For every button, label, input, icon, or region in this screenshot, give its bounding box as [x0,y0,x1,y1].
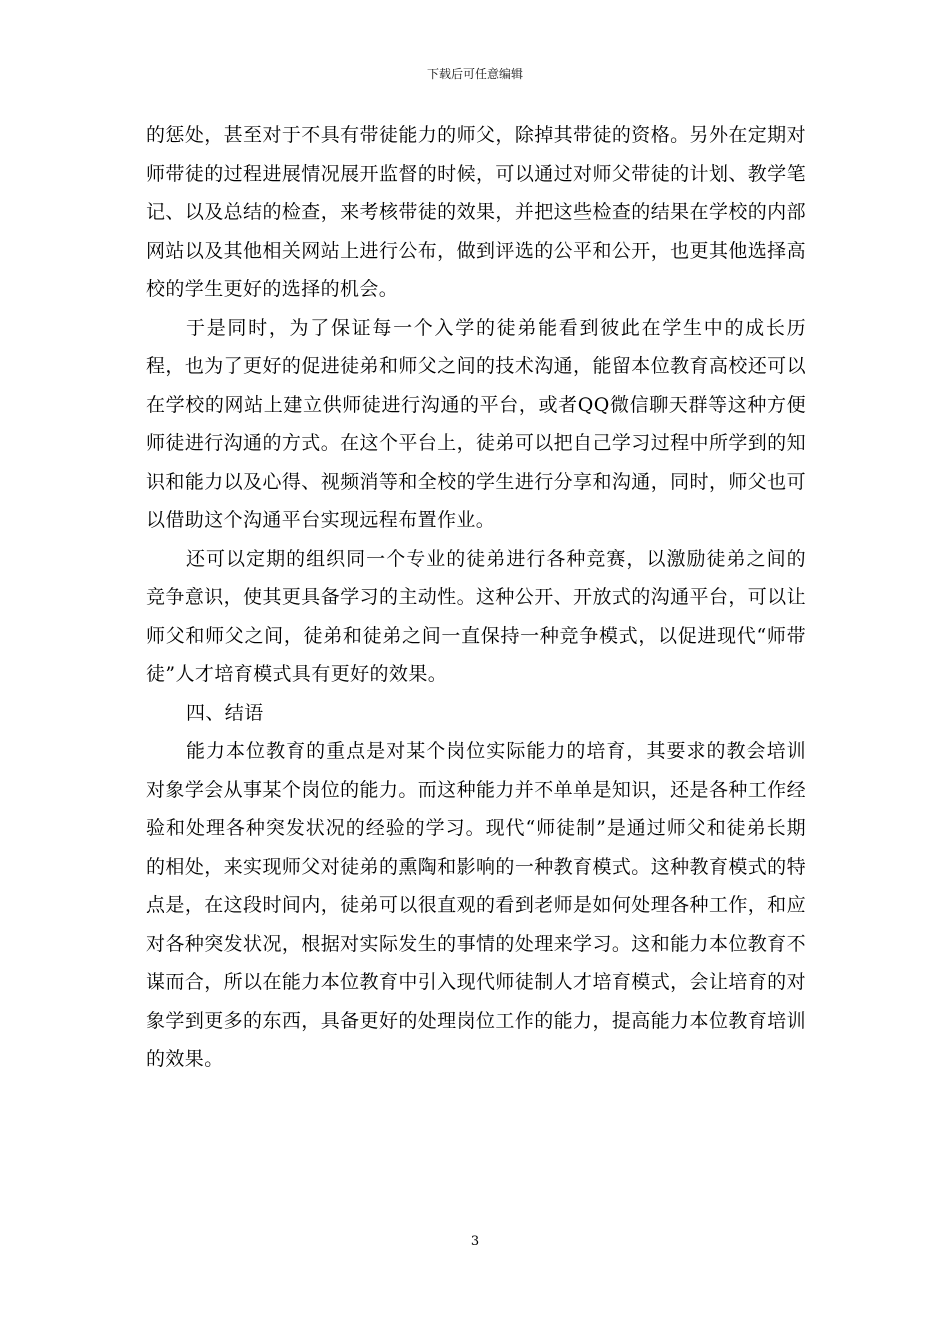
page-number: 3 [470,1234,480,1249]
section-heading-conclusion: 四、结语 [186,701,264,724]
document-body [146,116,806,1079]
paragraph-conclusion: 能力本位教育的重点是对某个岗位实际能力的培育，其要求的教会培训对象学会从事某个岗位的能力。而这种能力并不单单是知识，还是各种工作经验和处理各种突发状况的经验的学习。现代“师徒制”是通过师父和徒弟长期的相处，来实现师父对徒弟的熏陶和影响的一种教育模式。这种教育模式的特点是，在这段时间内，徒弟可以很直观的看到老师是如何处理各种工作，和应对各种突发状况，根据对实际发生的事情的处理来学习。这和能力本位教育不谋而合，所以在能力本位教育中引入现代师徒制人才培育模式，会让培育的对象学到更多的东西，具备更好的处理岗位工作的能力，提高能力本位教育培训的效果。 [146,740,806,1070]
paragraph-competition: 还可以定期的组织同一个专业的徒弟进行各种竞赛，以激励徒弟之间的竞争意识，使其更具备学习的主动性。这种公开、开放式的沟通平台，可以让师父和师父之间，徒弟和徒弟之间一直保持一种竞争模式，以促进现代“师带徒”人才培育模式具有更好的效果。 [146,547,806,685]
paragraph-continued: 的惩处，甚至对于不具有带徒能力的师父，除掉其带徒的资格。另外在定期对师带徒的过程进展情况展开监督的时候，可以通过对师父带徒的计划、教学笔记、以及总结的检查，来考核带徒的效果，并把这些检查的结果在学校的内部网站以及其他相关网站上进行公布，做到评选的公平和公开，也更其他选择高校的学生更好的选择的机会。 [146,124,806,300]
page-header: 下载后可任意编辑 [426,67,523,81]
paragraph-communication-platform: 于是同时，为了保证每一个入学的徒弟能看到彼此在学生中的成长历程，也为了更好的促进徒弟和师父之间的技术沟通，能留本位教育高校还可以在学校的网站上建立供师徒进行沟通的平台，或者QQ微信聊天群等这种方便师徒进行沟通的方式。在这个平台上，徒弟可以把自己学习过程中所学到的知识和能力以及心得、视频消等和全校的学生进行分享和沟通，同时，师父也可以借助这个沟通平台实现远程布置作业。 [146,316,806,531]
